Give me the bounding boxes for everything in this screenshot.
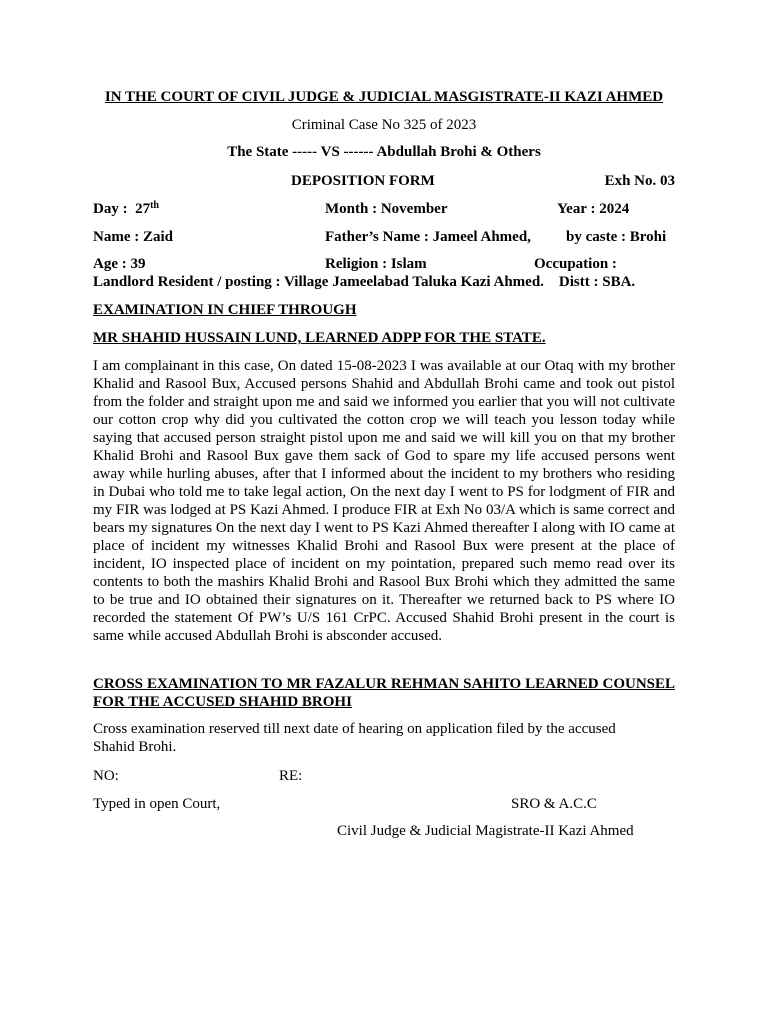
day-label: Day : <box>93 201 128 217</box>
religion-field: Religion : Islam <box>325 256 427 272</box>
district-value: Distt : SBA. <box>558 274 636 290</box>
typed-note: Typed in open Court, <box>93 796 221 812</box>
sro-label: SRO & A.C.C <box>511 796 597 812</box>
year-field: Year : 2024 <box>557 201 630 217</box>
form-title: DEPOSITION FORM <box>291 173 435 189</box>
residence-value: Landlord Resident / posting : Village Jameelabad Taluka Kazi Ahmed. <box>93 274 544 290</box>
cross-exam-text-2: Shahid Brohi. <box>93 739 177 755</box>
court-title: IN THE COURT OF CIVIL JUDGE & JUDICIAL MASGISTRATE-II KAZI AHMED <box>104 89 664 105</box>
re-label: RE: <box>279 768 303 784</box>
residence-field <box>93 273 635 291</box>
day-suffix: th <box>150 200 159 211</box>
occupation-field: Occupation : <box>534 256 617 272</box>
exhibit-number: Exh No. 03 <box>604 173 675 189</box>
no-label: NO: <box>93 768 119 784</box>
case-parties: The State ----- VS ------ Abdullah Brohi & Others <box>227 144 541 160</box>
cross-exam-heading: CROSS EXAMINATION TO MR FAZALUR REHMAN SAHITO LEARNED COUNSEL FOR THE ACCUSED SHAHID BROHI <box>93 676 675 710</box>
month-field: Month : November <box>325 201 448 217</box>
name-field: Name : Zaid <box>93 229 173 245</box>
judge-signature-line: Civil Judge & Judicial Magistrate-II Kazi Ahmed <box>337 823 634 839</box>
day-value: 27 <box>135 201 151 217</box>
exam-heading: EXAMINATION IN CHIEF THROUGH <box>93 302 357 318</box>
caste-field: by caste : Brohi <box>566 229 667 245</box>
exam-heading-counsel: MR SHAHID HUSSAIN LUND, LEARNED ADPP FOR THE STATE. <box>93 330 546 346</box>
age-field: Age : 39 <box>93 256 146 272</box>
case-number: Criminal Case No 325 of 2023 <box>291 117 477 133</box>
cross-exam-text-1: Cross examination reserved till next date of hearing on application filed by the accused <box>93 721 616 737</box>
day-field <box>93 200 159 218</box>
statement-paragraph: I am complainant in this case, On dated 15-08-2023 I was available at our Otaq with my brother Khalid and Rasool Bux, Accused persons Shahid and Abdullah Brohi came and took out pistol from the folder and straight upon me and said we informed you earlier that you will not cultivate our cotton crop why did you cultivated the cotton crop we will teach you lesson today while saying that accused person straight pistol upon me and said we will kill you on that my brother Khalid Brohi and Rasool Bux gave them sack of God to spare my life accused persons went away while hurling abuses, after that I informed about the incident to my brothers who residing in Dubai who told me to take legal action, On the next day I went to PS for lodgment of FIR and my FIR was lodged at PS Kazi Ahmed. I produce FIR at Exh No 03/A which is same correct and bears my signatures On the next day I went to PS Kazi Ahmed thereafter I along with IO came at place of incident my witnesses Khalid Brohi and Rasool Bux were present at the place of incident, IO inspected place of incident on my pointation, prepared such memo read over its contents to both the mashirs Khalid Brohi and Rasool Bux Brohi which they admitted the same to be true and IO obtained their signatures on it. Thereafter we returned back to PS where IO recorded the statement Of PW’s U/S 161 CrPC. Accused Shahid Brohi present in the court is same while accused Abdullah Brohi is absconder accused. <box>93 358 675 644</box>
father-name-field: Father’s Name : Jameel Ahmed, <box>325 229 531 245</box>
